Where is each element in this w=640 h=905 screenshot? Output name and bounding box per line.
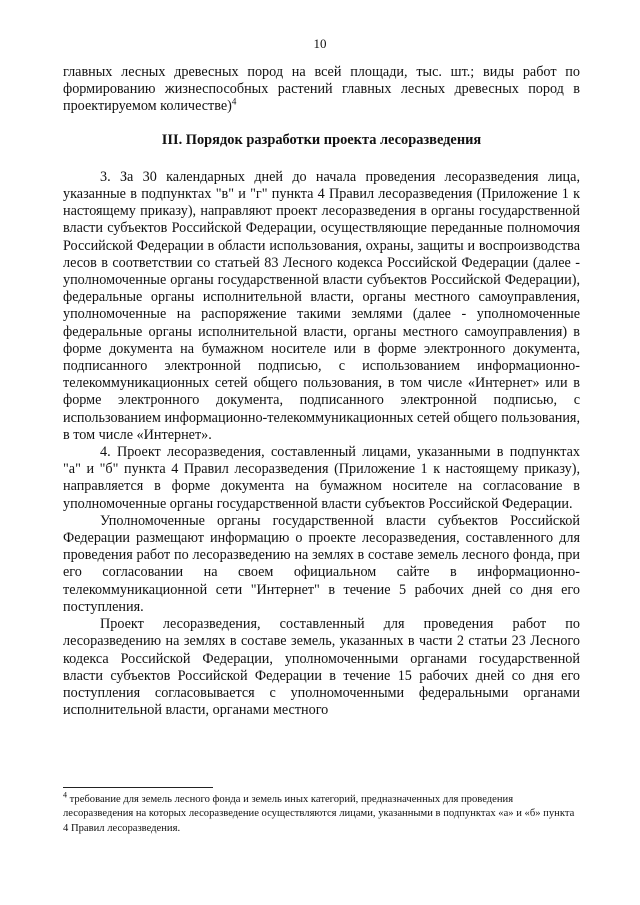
section-heading: III. Порядок разработки проекта лесоразведения (161, 131, 482, 148)
document-body (63, 64, 580, 719)
paragraph-placement: Уполномоченные органы государственной власти субъектов Российской Федерации размещают информацию о проекте лесоразведения, составленного для проведения работ по лесоразведению на землях в составе земель лесного фонда, при его согласовании на своем официальном сайте в информационно-телекоммуникационной сети "Интернет" в течение 5 рабочих дней со дня его поступления. (63, 512, 580, 615)
footnote-mark: 4 (63, 790, 67, 800)
paragraph-4: 4. Проект лесоразведения, составленный лицами, указанными в подпунктах "а" и "б" пункта 4 Правил лесоразведения (Приложение 1 к настоящему приказу), направляется в форме документа на бумажном носителе на согласование в уполномоченные органы государственной власти субъектов Российской Федерации. (63, 444, 580, 512)
footnote-divider (63, 787, 213, 788)
paragraph-approval: Проект лесоразведения, составленный для проведения работ по лесоразведению на землях в составе земель, указанных в части 2 статьи 23 Лесного кодекса Российской Федерации, уполномоченными органами государственной власти субъектов Российской Федерации в течение 15 рабочих дней со дня его поступления согласовывается с уполномоченными федеральными органами исполнительной власти, органами местного (63, 616, 580, 719)
footnote (63, 790, 580, 836)
footnote-reference: 4 (231, 96, 237, 107)
page-number: 10 (313, 36, 327, 51)
paragraph-3: 3. За 30 календарных дней до начала проведения лесоразведения лица, указанные в подпунктах "в" и "г" пункта 4 Правил лесоразведения (Приложение 1 к настоящему приказу), направляют проект лесоразведения в органы государственной власти субъектов Российской Федерации, осуществляющие переданные полномочия Российской Федерации в области использования, охраны, защиты и воспроизводства лесов в соответствии со статьей 83 Лесного кодекса Российской Федерации (далее - уполномоченные органы государственной власти субъектов Российской Федерации), федеральные органы исполнительной власти, органы местного самоуправления, уполномоченные на распоряжение такими землями (далее - уполномоченные федеральные органы исполнительной власти, органы местного самоуправления) в форме документа на бумажном носителе или в форме электронного документа, подписанного электронной подписью, с использованием информационно-телекоммуникационных сетей общего пользования, в том числе «Интернет» или в форме электронного документа, подписанного электронной подписью, с использованием информационно-телекоммуникационных сетей общего пользования, в том числе «Интернет». (63, 168, 580, 443)
intro-text: главных лесных древесных пород на всей площади, тыс. шт.; виды работ по формированию жизнеспособных растений главных лесных древесных пород в проектируемом количестве) (63, 64, 580, 115)
footnote-text: требование для земель лесного фонда и земель иных категорий, предназначенных для проведения лесоразведения на которых лесоразведение осуществляются лицами, указанными в подпунктах «а» и «б» пункта 4 Правил лесоразведения. (63, 794, 575, 834)
intro-paragraph (63, 64, 580, 116)
